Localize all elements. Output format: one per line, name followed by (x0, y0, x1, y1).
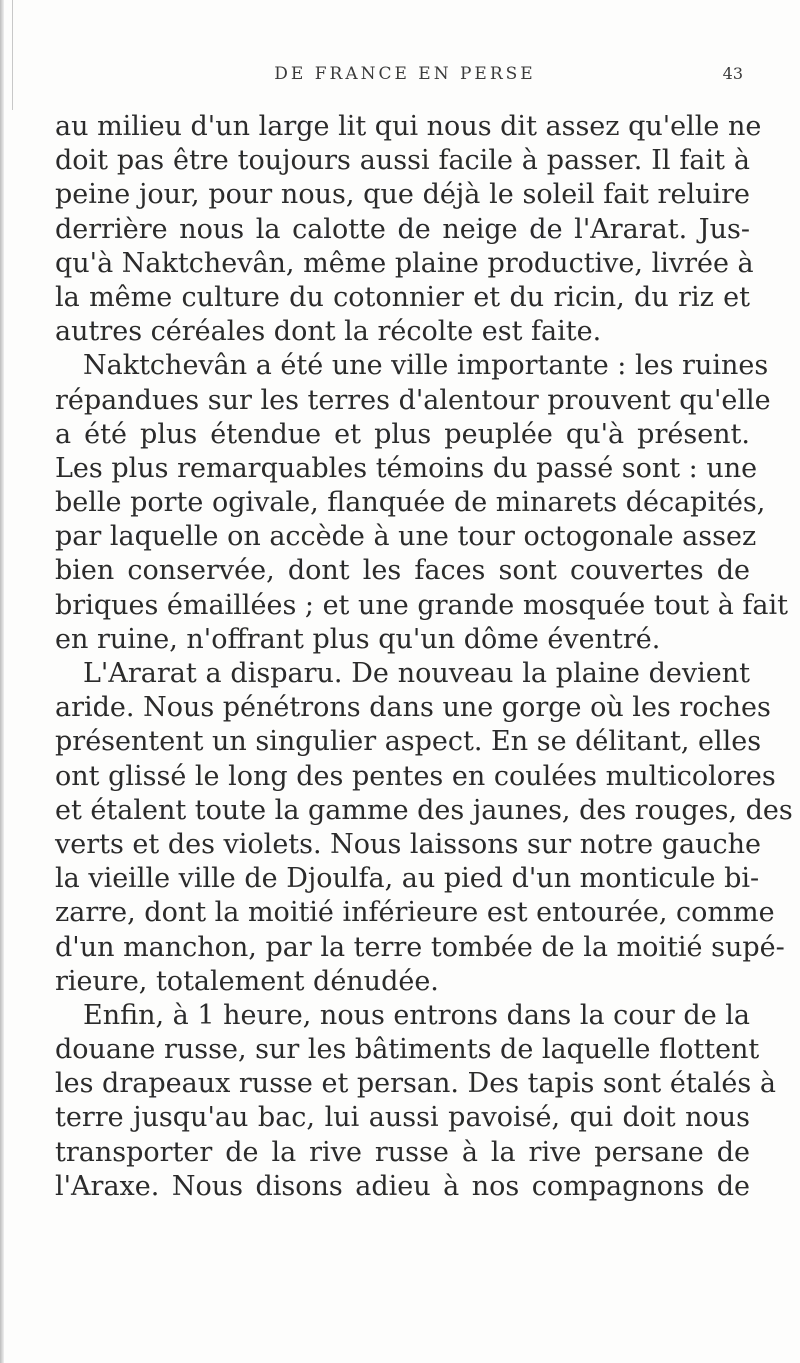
text-line: d'un manchon, par la terre tombée de la moitié supé- (55, 931, 785, 963)
paragraph (55, 349, 788, 657)
text-line: et étalent toute la gamme des jaunes, des rouges, des (55, 794, 793, 826)
text-line: bien conservée, dont les faces sont couvertes de (55, 555, 750, 587)
text-line: terre jusqu'au bac, lui aussi pavoisé, qui doit nous (55, 1102, 750, 1134)
text-line: zarre, dont la moitié inférieure est entourée, comme (55, 897, 775, 929)
binding-line (12, 0, 13, 110)
page-binding-edge (0, 0, 4, 1363)
text-line: en ruine, n'offrant plus qu'un dôme éventré. (55, 623, 661, 655)
text-line: Les plus remarquables témoins du passé sont : une (55, 452, 758, 484)
paragraph (55, 110, 762, 349)
text-line: L'Ararat a disparu. De nouveau la plaine devient (83, 658, 750, 689)
running-head: DE FRANCE EN PERSE (274, 64, 536, 84)
text-line: présentent un singulier aspect. En se délitant, elles (55, 726, 762, 758)
text-line: transporter de la rive russe à la rive persane de (55, 1136, 750, 1168)
text-line: la même culture du cotonnier et du ricin, du riz et (55, 281, 750, 313)
text-line: verts et des violets. Nous laissons sur notre gauche (55, 828, 761, 860)
text-line: les drapeaux russe et persan. Des tapis sont étalés à (55, 1068, 776, 1100)
text-line: derrière nous la calotte de neige de l'Ararat. Jus- (55, 213, 750, 245)
text-line: autres céréales dont la récolte est faite. (55, 316, 602, 348)
text-line: répandues sur les terres d'alentour prouvent qu'elle (55, 384, 771, 416)
text-line: ont glissé le long des pentes en coulées multicolores (55, 760, 776, 792)
paragraph (55, 999, 776, 1204)
text-line: douane russe, sur les bâtiments de laquelle flottent (55, 1034, 760, 1066)
text-line: aride. Nous pénétrons dans une gorge où les roches (55, 692, 771, 724)
text-line: la vieille ville de Djoulfa, au pied d'un monticule bi- (55, 863, 760, 895)
text-line: Enfin, à 1 heure, nous entrons dans la cour de la (83, 999, 750, 1031)
text-line: l'Araxe. Nous disons adieu à nos compagnons de (55, 1170, 750, 1202)
text-line: a été plus étendue et plus peuplée qu'à présent. (55, 418, 750, 450)
text-line: Naktchevân a été une ville importante : les ruines (83, 350, 769, 382)
paragraph (55, 657, 793, 999)
text-line: briques émaillées ; et une grande mosquée tout à fait (55, 589, 788, 621)
text-line: peine jour, pour nous, que déjà le soleil fait reluire (55, 179, 750, 211)
text-line: belle porte ogivale, flanquée de minarets décapités, (55, 487, 766, 519)
text-line: par laquelle on accède à une tour octogonale assez (55, 521, 757, 553)
text-line: au milieu d'un large lit qui nous dit assez qu'elle ne (55, 111, 762, 142)
page-number: 43 (722, 64, 743, 83)
text-line: rieure, totalement dénudée. (55, 965, 439, 997)
text-line: qu'à Naktchevân, même plaine productive, livrée à (55, 247, 754, 279)
text-line: doit pas être toujours aussi facile à passer. Il fait à (55, 145, 750, 177)
body-text (55, 110, 793, 1204)
